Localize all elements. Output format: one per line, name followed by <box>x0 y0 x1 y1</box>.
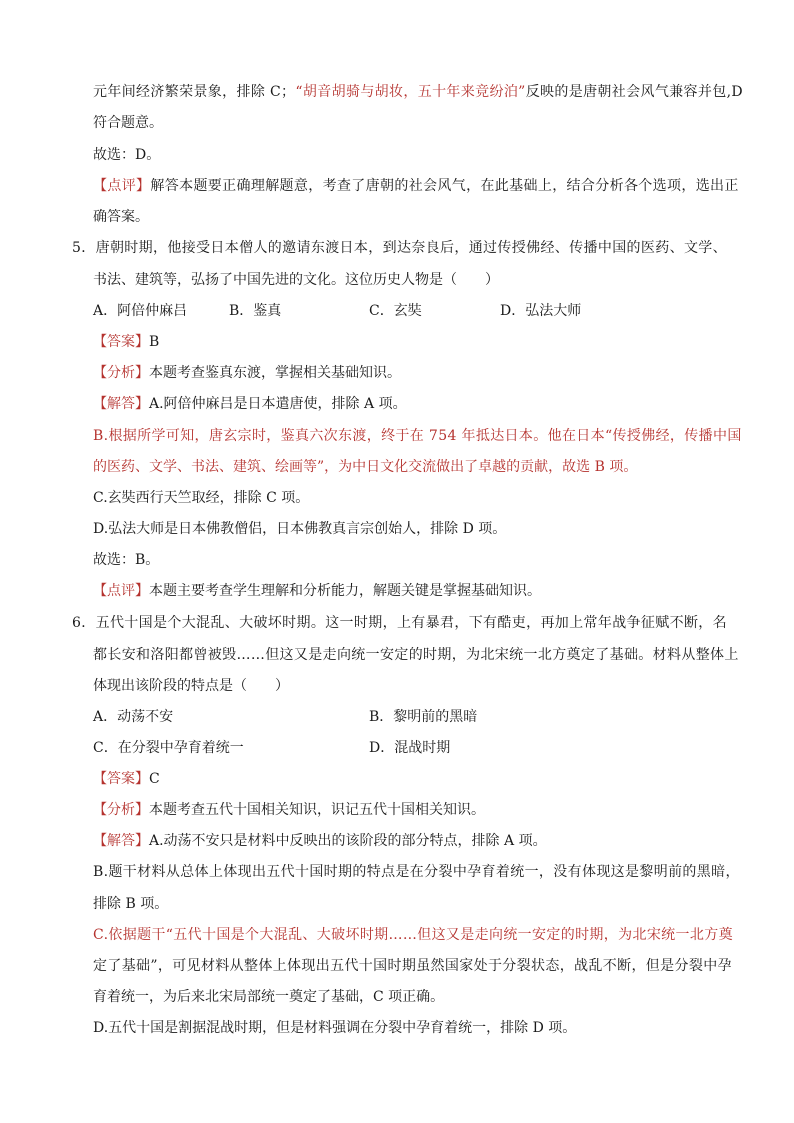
q6-option-c: C．在分裂中孕育着统一 <box>93 740 244 756</box>
q6-solution-a <box>93 831 547 851</box>
q4-text: 元年间经济繁荣景象，排除 C； <box>93 84 296 100</box>
question-stem: 五代十国是个大混乱、大破坏时期。这一时期，上有暴君，下有酷吏，再加上常年战争征赋不断，名 <box>95 615 728 631</box>
q5-option-b: B．鉴真 <box>229 303 282 319</box>
q4-text: 反映的是唐朝社会风气兼容并包,D <box>525 84 743 100</box>
q6-solution-b-line-2: 排除 B 项。 <box>93 896 169 912</box>
answer-value: B <box>149 334 160 350</box>
comment-tag: 【点评】 <box>93 583 149 599</box>
comment-text: 解答本题要正确理解题意，考查了唐朝的社会风气，在此基础上，结合分析各个选项，选出正 <box>150 178 739 194</box>
q6-stem-line-1 <box>72 613 727 633</box>
q5-comment <box>93 581 541 601</box>
question-number: 5． <box>72 240 96 256</box>
q5-solution-b-line-1: B.根据所学可知，唐玄宗时，鉴真六次东渡，终于在 754 年抵达日本。他在日本“传授佛经，传播中国 <box>93 428 742 444</box>
q4-explanation-line-2: 符合题意。 <box>93 115 163 131</box>
q6-solution-b-line-1: B.题干材料从总体上体现出五代十国时期的特点是在分裂中孕育着统一，没有体现这是黎明前的黑暗， <box>93 864 740 880</box>
q4-quote: “胡音胡骑与胡妆，五十年来竞纷泊” <box>295 84 526 100</box>
q6-option-d: D．混战时期 <box>369 740 451 756</box>
question-number: 6． <box>72 615 96 631</box>
solution-tag: 【解答】 <box>93 396 149 412</box>
comment-text: 本题主要考查学生理解和分析能力，解题关键是掌握基础知识。 <box>149 583 541 599</box>
q6-analysis <box>93 800 485 820</box>
q5-solution-c: C.玄奘西行天竺取经，排除 C 项。 <box>93 490 310 506</box>
solution-tag: 【解答】 <box>93 833 149 849</box>
q5-stem-line-2: 书法、建筑等，弘扬了中国先进的文化。这位历史人物是（ ） <box>93 272 499 288</box>
comment-tag: 【点评】 <box>93 178 151 194</box>
q5-option-c: C．玄奘 <box>369 303 422 319</box>
q5-choice: 故选：B。 <box>93 552 160 568</box>
q4-choice: 故选：D。 <box>93 147 161 163</box>
solution-text: A.动荡不安只是材料中反映出的该阶段的部分特点，排除 A 项。 <box>149 833 547 849</box>
q5-stem-line-1 <box>72 238 727 258</box>
q5-solution-b-line-2: 的医药、文学、书法、建筑、绘画等”，为中日文化交流做出了卓越的贡献，故选 B 项。 <box>93 459 638 475</box>
analysis-tag: 【分析】 <box>93 365 149 381</box>
analysis-tag: 【分析】 <box>93 802 149 818</box>
q5-option-a: A．阿倍仲麻吕 <box>93 303 188 319</box>
q5-solution-d: D.弘法大师是日本佛教僧侣，日本佛教真言宗创始人，排除 D 项。 <box>93 521 507 537</box>
q6-solution-c-line-3: 育着统一，为后来北宋局部统一奠定了基础，C 项正确。 <box>93 989 445 1005</box>
answer-tag: 【答案】 <box>93 334 149 350</box>
analysis-text: 本题考查五代十国相关知识，识记五代十国相关知识。 <box>149 802 485 818</box>
q6-stem-line-2: 都长安和洛阳都曾被毁……但这又是走向统一安定的时期，为北宋统一北方奠定了基础。材料从整体上 <box>93 647 739 663</box>
q4-explanation-line-1 <box>93 82 743 102</box>
analysis-text: 本题考查鉴真东渡，掌握相关基础知识。 <box>149 365 401 381</box>
q5-solution-a <box>93 394 407 414</box>
q5-option-d: D．弘法大师 <box>500 303 582 319</box>
q5-answer <box>93 332 159 352</box>
q6-solution-c-line-1: C.依据题干“五代十国是个大混乱、大破坏时期……但这又是走向统一安定的时期，为北宋统一北方奠 <box>93 927 733 943</box>
question-stem: 唐朝时期，他接受日本僧人的邀请东渡日本，到达奈良后，通过传授佛经、传播中国的医药、文学、 <box>95 240 728 256</box>
q6-solution-c-line-2: 定了基础”，可见材料从整体上体现出五代十国时期虽然国家处于分裂状态，战乱不断，但是分裂中孕 <box>93 958 732 974</box>
q4-comment <box>93 176 739 196</box>
answer-value: C <box>149 771 160 787</box>
answer-tag: 【答案】 <box>93 771 149 787</box>
q6-answer <box>93 769 160 789</box>
q4-comment-line-2: 确答案。 <box>93 209 149 225</box>
q6-option-a: A．动荡不安 <box>93 709 174 725</box>
q6-option-b: B．黎明前的黑暗 <box>369 709 478 725</box>
q6-stem-line-3: 体现出该阶段的特点是（ ） <box>93 678 289 694</box>
q6-solution-d: D.五代十国是割据混战时期，但是材料强调在分裂中孕育着统一，排除 D 项。 <box>93 1020 577 1036</box>
solution-text: A.阿倍仲麻吕是日本遣唐使，排除 A 项。 <box>149 396 407 412</box>
q5-analysis <box>93 363 401 383</box>
